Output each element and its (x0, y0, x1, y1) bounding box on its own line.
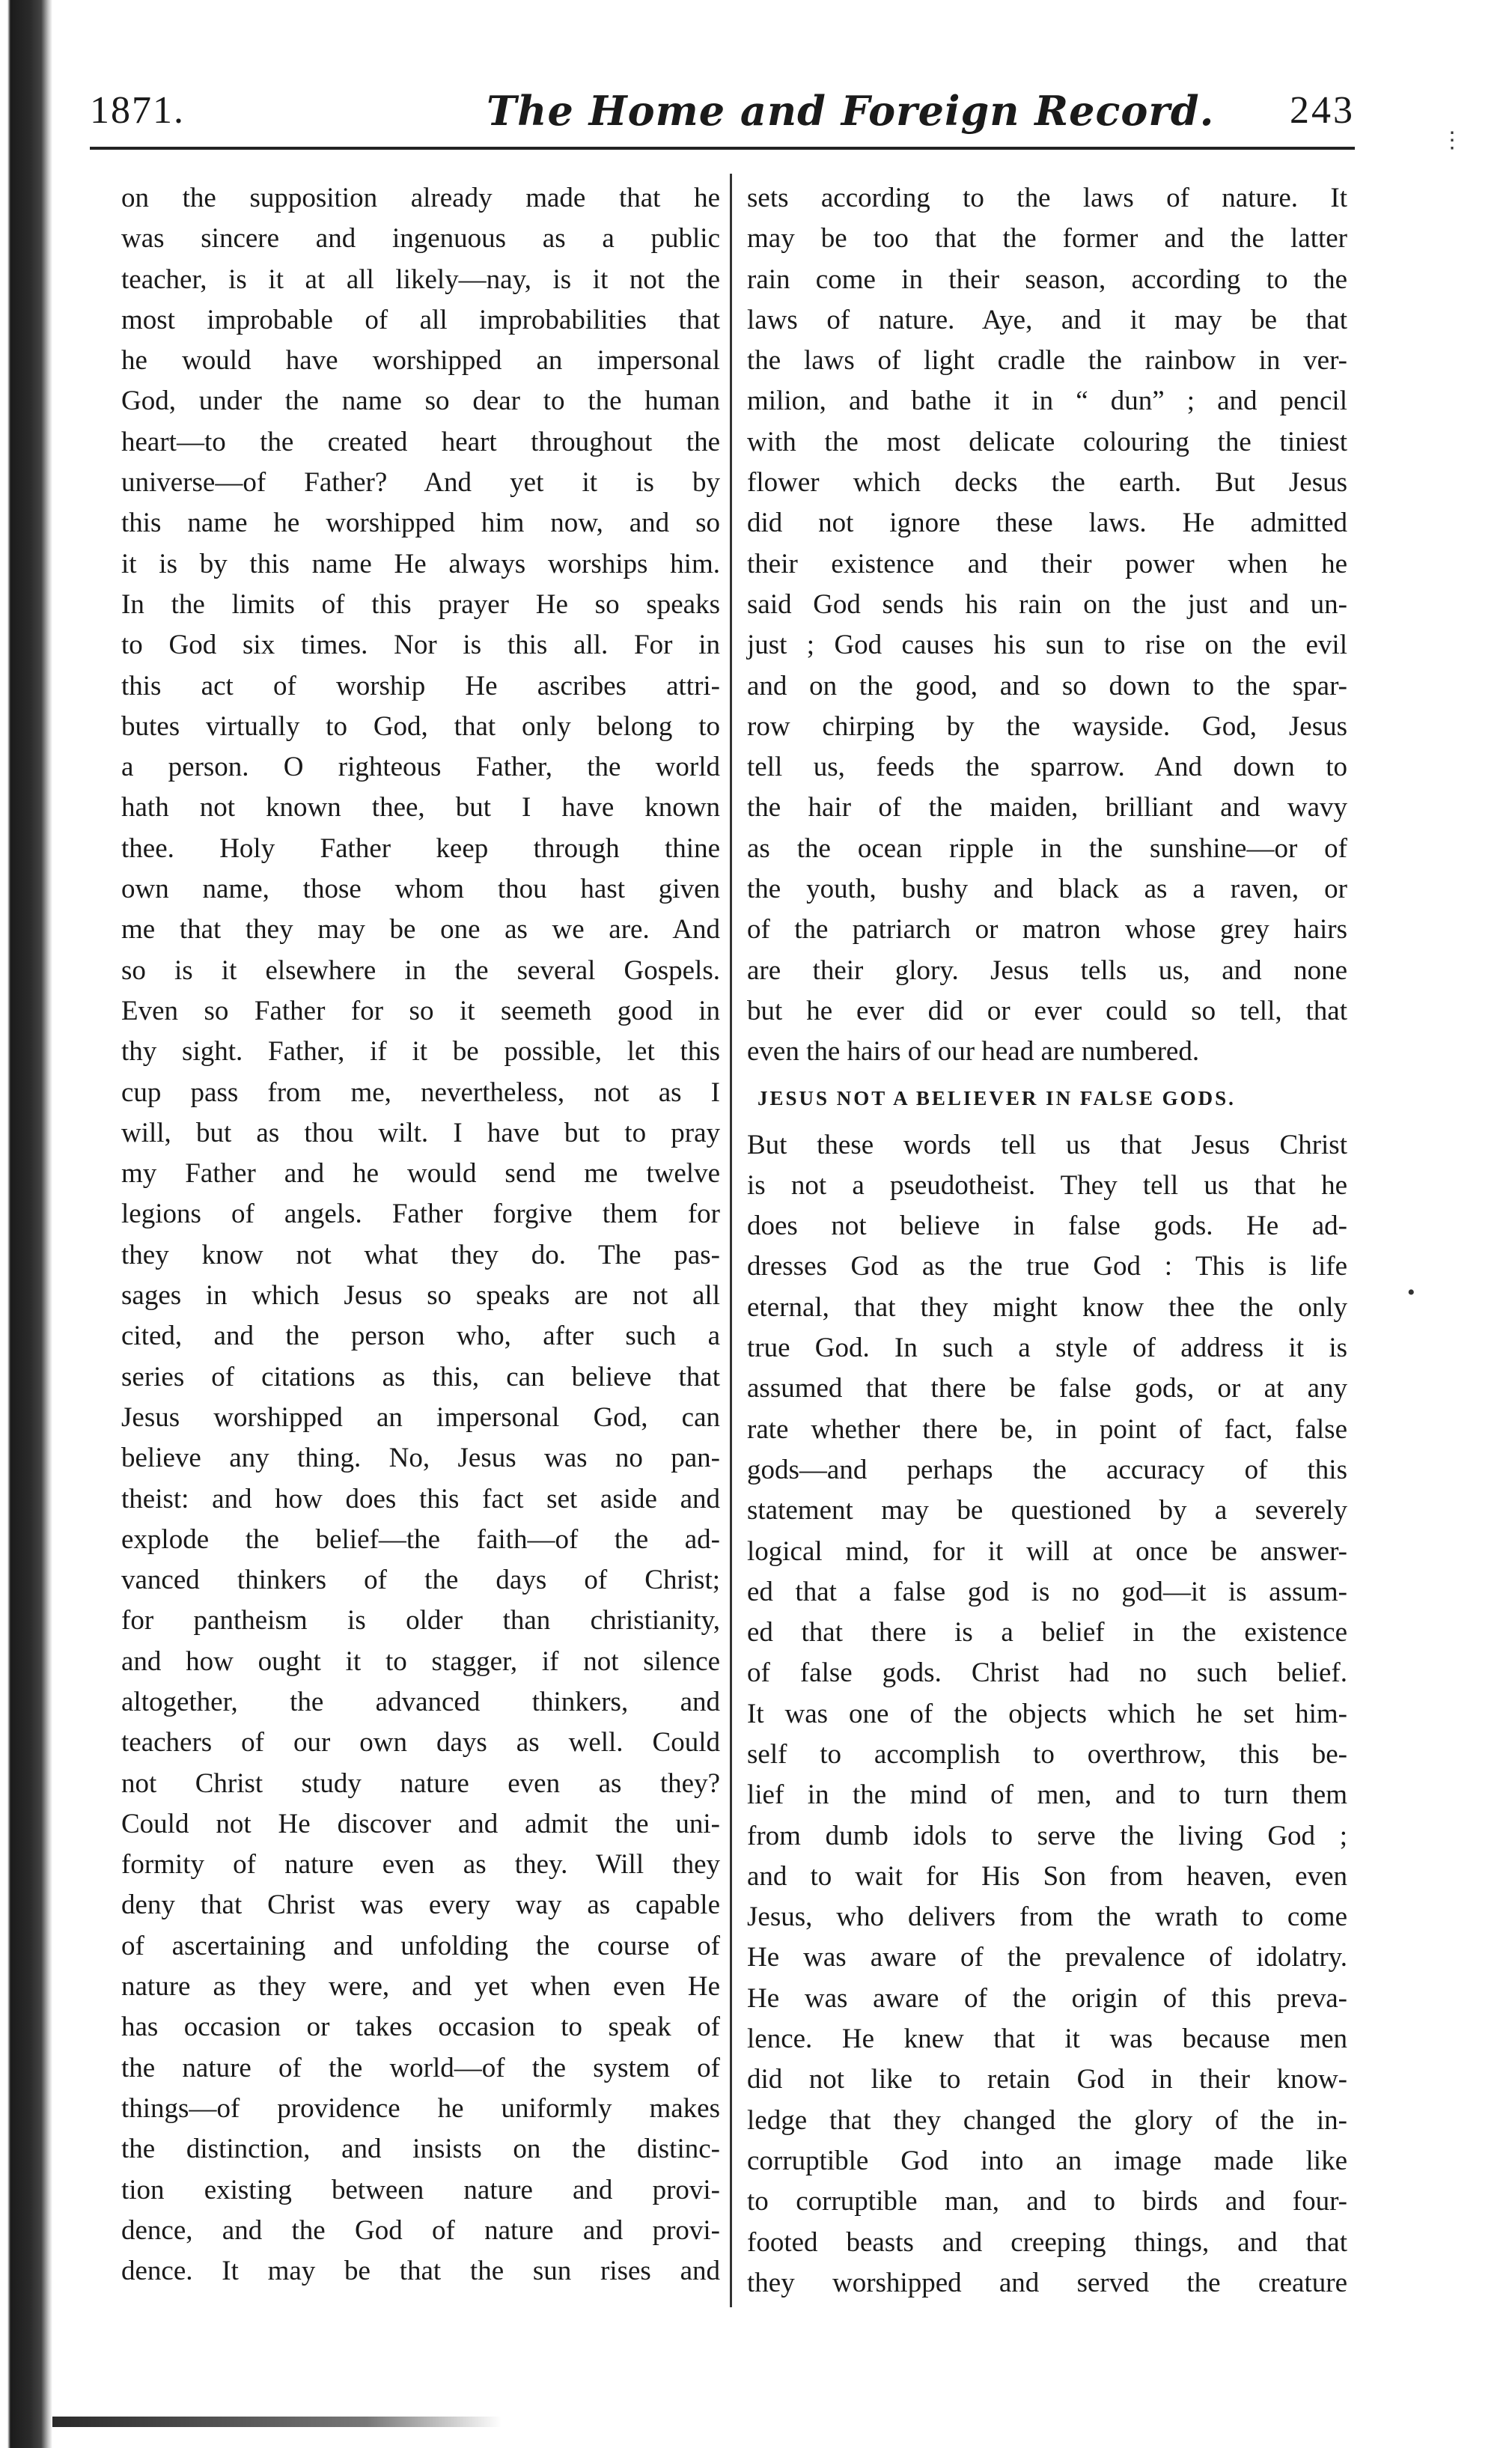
text-line: and on the good, and so down to the spar- (747, 670, 1347, 701)
header-title: The Home and Foreign Record. (487, 87, 1215, 135)
text-line: as the ocean ripple in the sunshine—or of (747, 832, 1347, 864)
text-line: lief in the mind of men, and to turn them (747, 1779, 1347, 1811)
text-line: this name he worshipped him now, and so (121, 508, 720, 539)
text-line: their existence and their power when he (747, 548, 1347, 579)
text-line: laws of nature. Aye, and it may be that (747, 304, 1347, 335)
text-line: cited, and the person who, after such a (121, 1321, 720, 1352)
text-line: corruptible God into an image made like (747, 2145, 1347, 2176)
margin-mark: ⋮ (1441, 128, 1463, 153)
text-line: from dumb idols to serve the living God ; (747, 1820, 1347, 1851)
text-line: rain come in their season, according to the (747, 264, 1347, 295)
text-line: they worshipped and served the creature (747, 2267, 1347, 2298)
right-column-text-bottom (747, 1125, 1347, 2304)
text-line: and how ought it to stagger, if not silence (121, 1645, 720, 1677)
text-line: deny that Christ was every way as capable (121, 1890, 720, 1921)
text-line: dresses God as the true God : This is life (747, 1251, 1347, 1282)
text-line: Even so Father for so it seemeth good in (121, 995, 720, 1026)
text-line: dence, and the God of nature and provi- (121, 2214, 720, 2246)
text-line: to corruptible man, and to birds and four- (747, 2186, 1347, 2217)
text-line: heart—to the created heart throughout the (121, 426, 720, 457)
text-line: ed that there is a belief in the existence (747, 1617, 1347, 1648)
text-line: did not like to retain God in their know- (747, 2064, 1347, 2095)
text-line: explode the belief—the faith—of the ad- (121, 1523, 720, 1555)
text-line: are their glory. Jesus tells us, and none (747, 954, 1347, 986)
text-line: row chirping by the wayside. God, Jesus (747, 710, 1347, 742)
text-line: In the limits of this prayer He so speaks (121, 588, 720, 620)
text-line: theist: and how does this fact set aside and (121, 1483, 720, 1514)
text-line: the laws of light cradle the rainbow in ver- (747, 345, 1347, 377)
text-line: thee. Holy Father keep through thine (121, 832, 720, 864)
text-line: lence. He knew that it was because men (747, 2024, 1347, 2055)
text-line: this act of worship He ascribes attri- (121, 670, 720, 701)
page-number: 243 (1290, 89, 1355, 132)
text-line: a person. O righteous Father, the world (121, 752, 720, 783)
text-line: said God sends his rain on the just and un- (747, 588, 1347, 620)
text-line: logical mind, for it will at once be answer- (747, 1535, 1347, 1567)
text-line: vanced thinkers of the days of Christ; (121, 1565, 720, 1596)
text-line: but he ever did or ever could so tell, that (747, 995, 1347, 1026)
text-line: me that they may be one as we are. And (121, 914, 720, 946)
text-line: thy sight. Father, if it be possible, let this (121, 1036, 720, 1068)
column-divider (730, 174, 732, 2307)
text-line: Jesus, who delivers from the wrath to come (747, 1902, 1347, 1933)
running-header (90, 88, 1355, 148)
text-line: universe—of Father? And yet it is by (121, 467, 720, 499)
text-line: tion existing between nature and provi- (121, 2174, 720, 2205)
text-line: teacher, is it at all likely—nay, is it not the (121, 264, 720, 295)
text-line: believe any thing. No, Jesus was no pan- (121, 1443, 720, 1474)
text-line: will, but as thou wilt. I have but to pray (121, 1117, 720, 1148)
text-line: sets according to the laws of nature. It (747, 183, 1347, 213)
text-line: milion, and bathe it in “ dun” ; and pencil (747, 386, 1347, 417)
text-line: formity of nature even as they. Will they (121, 1849, 720, 1881)
text-line: the nature of the world—of the system of (121, 2052, 720, 2083)
text-line: and to wait for His Son from heaven, even (747, 1860, 1347, 1892)
text-line: on the supposition already made that he (121, 183, 720, 213)
text-line: for pantheism is older than christianity, (121, 1605, 720, 1636)
text-line: assumed that there be false gods, or at any (747, 1373, 1347, 1404)
text-line: God, under the name so dear to the human (121, 386, 720, 417)
margin-dot: • (1407, 1280, 1415, 1305)
text-line: It was one of the objects which he set him- (747, 1698, 1347, 1729)
text-line: the hair of the maiden, brilliant and wavy (747, 792, 1347, 823)
right-column-text-top (747, 178, 1347, 1073)
text-line: series of citations as this, can believe that (121, 1361, 720, 1392)
text-line: not Christ study nature even as they? (121, 1768, 720, 1799)
header-rule (90, 147, 1355, 150)
text-line: altogether, the advanced thinkers, and (121, 1686, 720, 1717)
text-line: self to accomplish to overthrow, this be- (747, 1738, 1347, 1770)
page-binding-shadow (0, 0, 52, 2448)
text-line: butes virtually to God, that only belong to (121, 710, 720, 742)
text-line: most improbable of all improbabilities that (121, 304, 720, 335)
text-line: Could not He discover and admit the uni- (121, 1808, 720, 1839)
text-line: But these words tell us that Jesus Christ (747, 1129, 1347, 1160)
text-line: hath not known thee, but I have known (121, 792, 720, 823)
text-line: things—of providence he uniformly makes (121, 2092, 720, 2124)
text-line: tell us, feeds the sparrow. And down to (747, 752, 1347, 783)
text-line: they know not what they do. The pas- (121, 1239, 720, 1270)
text-line: flower which decks the earth. But Jesus (747, 467, 1347, 499)
text-line: He was aware of the origin of this preva- (747, 1982, 1347, 2014)
page-edge-shadow (52, 2417, 502, 2427)
text-line: was sincere and ingenuous as a public (121, 223, 720, 255)
text-line: of ascertaining and unfolding the course of (121, 1930, 720, 1961)
text-line: has occasion or takes occasion to speak of (121, 2012, 720, 2043)
text-line: own name, those whom thou hast given (121, 874, 720, 905)
text-line: gods—and perhaps the accuracy of this (747, 1454, 1347, 1485)
header-year: 1871. (90, 89, 185, 132)
text-line: just ; God causes his sun to rise on the evil (747, 630, 1347, 661)
text-line: statement may be questioned by a severely (747, 1495, 1347, 1526)
text-line: footed beasts and creeping things, and that (747, 2226, 1347, 2258)
text-line: to God six times. Nor is this all. For in (121, 630, 720, 661)
text-line: of false gods. Christ had no such belief. (747, 1657, 1347, 1689)
text-line: is not a pseudotheist. They tell us that he (747, 1169, 1347, 1201)
text-line: may be too that the former and the latter (747, 223, 1347, 255)
text-line: ed that a false god is no god—it is assum- (747, 1576, 1347, 1607)
text-line: so is it elsewhere in the several Gospels. (121, 954, 720, 986)
text-line: cup pass from me, nevertheless, not as I (121, 1077, 720, 1108)
text-line: nature as they were, and yet when even He (121, 1971, 720, 2003)
text-line: he would have worshipped an impersonal (121, 345, 720, 377)
text-line: even the hairs of our head are numbered. (747, 1036, 1200, 1068)
text-line: my Father and he would send me twelve (121, 1158, 720, 1190)
text-line: teachers of our own days as well. Could (121, 1727, 720, 1759)
text-line: of the patriarch or matron whose grey hairs (747, 914, 1347, 946)
text-line: does not believe in false gods. He ad- (747, 1211, 1347, 1242)
text-line: the distinction, and insists on the distinc- (121, 2134, 720, 2165)
right-column (747, 178, 1347, 2304)
text-line: eternal, that they might know thee the only (747, 1291, 1347, 1323)
text-line: legions of angels. Father forgive them for (121, 1199, 720, 1230)
text-line: sages in which Jesus so speaks are not all (121, 1280, 720, 1312)
left-column (121, 178, 720, 2292)
text-line: dence. It may be that the sun rises and (121, 2256, 720, 2287)
section-heading: JESUS NOT A BELIEVER IN FALSE GODS. (757, 1086, 1236, 1109)
text-line: He was aware of the prevalence of idolatry. (747, 1942, 1347, 1973)
text-line: Jesus worshipped an impersonal God, can (121, 1401, 720, 1433)
text-line: the youth, bushy and black as a raven, or (747, 874, 1347, 905)
text-line: rate whether there be, in point of fact, false (747, 1413, 1347, 1445)
text-line: ledge that they changed the glory of the in- (747, 2104, 1347, 2136)
text-line: it is by this name He always worships him. (121, 548, 720, 579)
text-line: true God. In such a style of address it is (747, 1333, 1347, 1364)
text-line: did not ignore these laws. He admitted (747, 508, 1347, 539)
text-line: with the most delicate colouring the tiniest (747, 426, 1347, 457)
